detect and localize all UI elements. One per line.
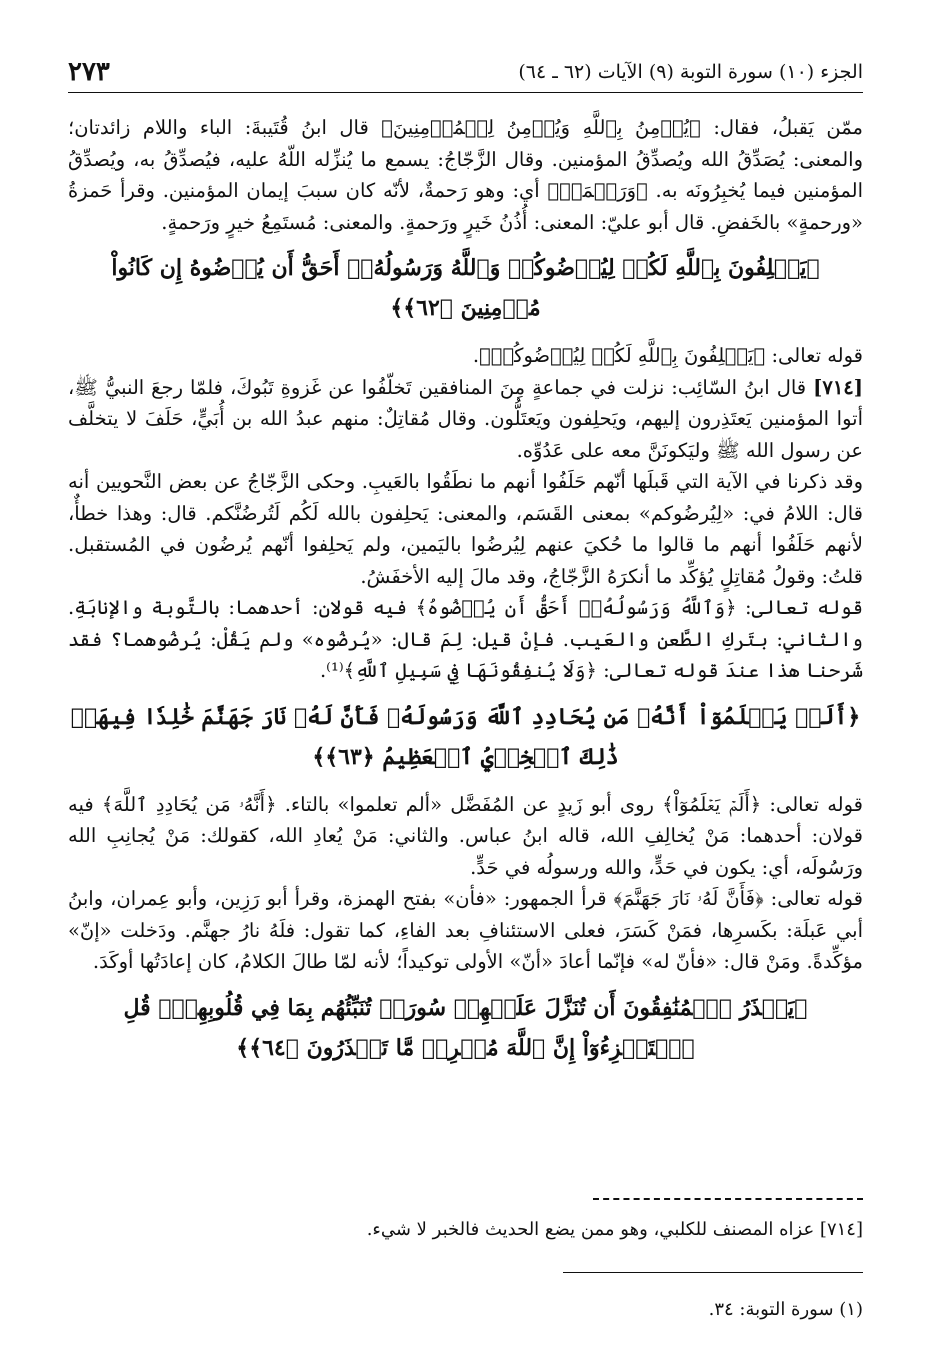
paragraph-2: قوله تعالى: ﴿يَحۡلِفُونَ بِٱللَّهِ لَكُمۡ لِيُرۡضُوكُمۡ﴾. xyxy=(472,344,863,367)
paragraph-1: ممّن يَقبلُ، فقال: ﴿يُؤۡمِنُ بِٱللَّهِ وَيُؤۡمِنُ لِلۡمُؤۡمِنِينَ﴾ قال ابنُ قُتَيبةَ: الباء واللام زائدتان؛ والمعنى: يُصَدِّقُ الله ويُصدِّقُ المؤمنين. وقال الزَّجّاجُ: يسمع ما يُنزِّله اللّهُ عليه، فيُصدِّقُ به، ويُصدِّقُ المؤمنين فيما يُخبِرُونَه به. ﴿وَرَحۡمَةٞ﴾ أي: وهو رَحمةٌ، لأنّه كان سببَ إيمان المؤمنين. وقرأ حَمزةُ «ورحمةٍ» بالخَفضِ. قال أبو عليّ: المعنى: أُذُنُ خَيرٍ ورَحمةٍ. والمعنى: مُستَمِعُ خيرٍ ورَحمةٍ. xyxy=(68,116,863,234)
footnote-divider xyxy=(593,1198,863,1200)
page-number: ٢٧٣ xyxy=(68,57,110,87)
paragraph-6: قوله تعالى: ﴿فَأَنَّ لَهُۥ نَارَ جَهَنَّمَ﴾ قرأ الجمهور: «فأن» بفتح الهمزة، وقرأ أبو رَزِين، وأبو عِمران، وابنُ أبي عَبلَة: بكَسرِها، فمَنْ كَسَرَ، فعلى الاستئنافِ بعد الفاءِ، كما تقول: فلَهُ نارُ جهنَّم. ودَخلت «إنّ» مؤكِّدةً. ومَنْ قال: «فأنّ له» فإنّما أعادَ «أنّ» الأولى توكيداً؛ لأنه لمّا طالَ الكلامُ، كان إعادَتُها أوكَدَ. xyxy=(68,887,863,973)
paragraph-report-714 xyxy=(68,372,863,467)
quran-verse-62: ﴿يَحۡلِفُونَ بِٱللَّهِ لَكُمۡ لِيُرۡضُوكُمۡ وَٱللَّهُ وَرَسُولُهُۥٓ أَحَقُّ أَن يُرۡضُوهُ إِن كَانُواْ مُؤۡمِنِينَ ﴿٦٢﴾﴾ xyxy=(111,255,820,321)
report-text: قال ابنُ السّائِب: نزلت في جماعةٍ مِنَ المنافقين تَخلّفُوا عن غَزوةِ تَبُوكَ، فلمّا رجعَ النبيُّ ﷺ، أتوا المؤمنين يَعتَذِرون إليهم، ويَحلِفون ويَعتَلُّون. وقال مُقاتِلٌ: منهم عبدُ الله بن أُبَيٍّ، حَلَفَ لا يتخلَّف عن رسول الله ﷺ وليَكونَنَّ معه على عَدُوِّه. xyxy=(68,375,863,462)
report-number: [٧١٤] xyxy=(813,375,864,399)
paragraph-4: قوله تعالى: ﴿وَٱللَّهُ وَرَسُولُهُۥٓ أَحَقُّ أَن يُرۡضُوهُ﴾ فيه قولان: أحدهما: بالتَّوبة والإنابَةِ. والثاني: بتَركِ الطَّعن والعَيب. فإنْ قيل: لِمَ قال: «يُرضُوه» ولم يَقُلْ: يُرضُوهما؟ فقد شَرحنا هذا عندَ قوله تعالى: ﴿وَلَا يُنفِقُونَهَا فِي سَبِيلِ ٱللَّهِ﴾⁽¹⁾. xyxy=(68,596,863,682)
footnote-divider-2 xyxy=(563,1272,863,1273)
footnote-1: (١) سورة التوبة: ٣٤. xyxy=(708,1299,863,1320)
footnote-report: [٧١٤] عزاه المصنف للكلبي، وهو ممن يضع الحديث فالخبر لا شيء. xyxy=(366,1219,863,1240)
main-text xyxy=(68,112,863,1080)
page-header xyxy=(68,52,863,93)
quran-verse-63: ﴿أَلَمۡ يَعۡلَمُوٓاْ أَنَّهُۥ مَن يُحَادِدِ ٱللَّهَ وَرَسُولَهُۥ فَأَنَّ لَهُۥ نَارَ جَهَنَّمَ خَٰلِدٗا فِيهَاۚ ذَٰلِكَ ٱلۡخِزۡيُ ٱلۡعَظِيمُ ﴿٦٣﴾﴾ xyxy=(70,703,861,770)
paragraph-5: قوله تعالى: ﴿أَلَمۡ يَعۡلَمُوٓاْ﴾ روى أبو زَيدٍ عن المُفَضَّل «ألم تعلموا» بالتاء. ﴿أَنَّهُۥ مَن يُحَادِدِ ٱللَّهَ﴾ فيه قولان: أحدهما: مَنْ يُخالِفِ الله، قاله ابنُ عباس. والثاني: مَنْ يُعادِ الله، كقولك: مَنْ يُجانِبِ الله ورَسُولَه، أي: يكون في حَدٍّ، والله ورسولُه في حَدٍّ. xyxy=(68,792,863,879)
paragraph-3: وقد ذكرنا في الآية التي قَبلَها أنّهم حَلَفُوا أنهم ما نطَقُوا بالعَيبِ. وحكى الزَّجّاجُ عن بعض النَّحويين أنه قال: اللامُ في: «لِيُرضُوكم» بمعنى القَسَم، والمعنى: يَحلِفون بالله لَكُم لَتُرضُنَّكم. قال: وهذا خطأٌ، لأنهم حَلَفُوا أنهم ما قالوا ما حُكيَ عنهم لِيُرضُوا باليَمين، ولم يَحلِفوا أنّهم يُرضُون في المُستقبل. قلتُ: وقولُ مُقاتِلٍ يُؤكِّد ما أنكرَهُ الزَّجّاجُ، وقد مالَ إليه الأخفَشُ. xyxy=(68,470,863,588)
running-title: الجزء (١٠) سورة التوبة (٩) الآيات (٦٢ ـ ٦٤) xyxy=(518,61,863,83)
quran-verse-64: ﴿يَحۡذَرُ ٱلۡمُنَٰفِقُونَ أَن تُنَزَّلَ عَلَيۡهِمۡ سُورَةٞ تُنَبِّئُهُم بِمَا فِي قُلُوبِهِمۡۚ قُلِ ٱسۡتَهۡزِءُوٓاْ إِنَّ ٱللَّهَ مُخۡرِجٞ مَّا تَحۡذَرُونَ ﴿٦٤﴾﴾ xyxy=(123,994,808,1061)
